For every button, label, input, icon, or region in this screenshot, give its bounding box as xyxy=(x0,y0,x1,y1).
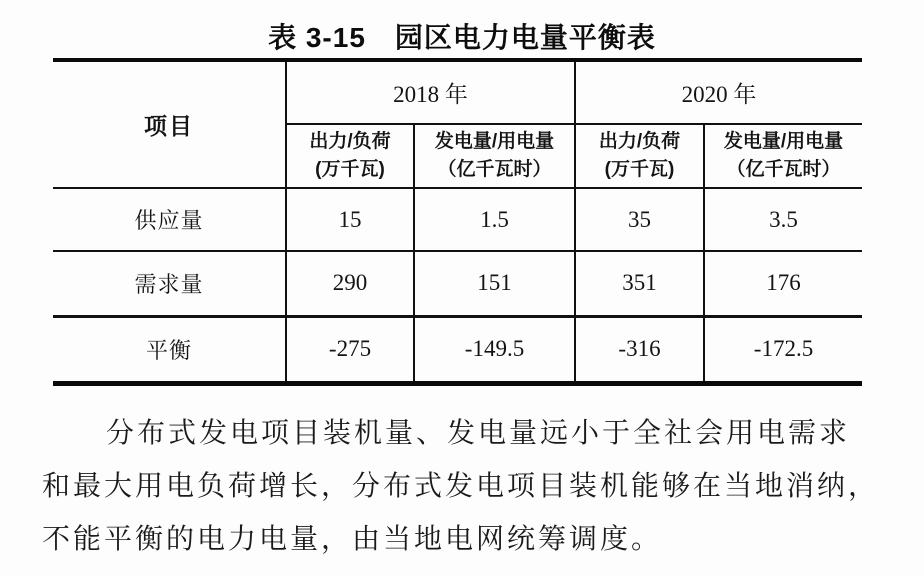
paragraph-line: 不能平衡的电力电量，由当地电网统筹调度。 xyxy=(42,523,663,555)
header-col-title: 发电量/用电量 xyxy=(723,130,844,152)
cell-demand-2020-capacity: 351 xyxy=(575,251,704,316)
cell-supply-2018-energy: 1.5 xyxy=(414,188,575,251)
header-col-title: 出力/负荷 xyxy=(598,130,681,152)
header-col-unit: （亿千瓦时） xyxy=(437,159,552,180)
header-col-title: 出力/负荷 xyxy=(309,130,391,152)
header-col-2018-capacity xyxy=(286,124,414,188)
header-col-unit: (万千瓦) xyxy=(315,159,385,180)
cell-demand-2020-energy: 176 xyxy=(704,251,862,316)
cell-demand-2018-energy: 151 xyxy=(414,251,575,316)
table-row-demand xyxy=(53,251,862,316)
header-item: 项目 xyxy=(53,60,286,188)
cell-balance-2018-capacity: -275 xyxy=(286,316,414,383)
cell-supply-2020-capacity: 35 xyxy=(575,188,704,251)
header-year-2018: 2018 年 xyxy=(286,60,575,124)
header-col-2018-energy xyxy=(414,124,575,188)
analysis-paragraph xyxy=(42,407,908,566)
row-label-balance: 平衡 xyxy=(145,337,192,363)
paragraph-line: 和最大用电负荷增长，分布式发电项目装机能够在当地消纳， xyxy=(42,470,880,502)
header-row-years xyxy=(53,60,862,124)
row-label-demand: 需求量 xyxy=(53,251,286,316)
header-year-2020: 2020 年 xyxy=(575,60,862,124)
paragraph-line: 分布式发电项目装机量、发电量远小于全社会用电需求 xyxy=(106,417,851,449)
cell-supply-2020-energy: 3.5 xyxy=(704,188,862,251)
header-col-unit: (万千瓦) xyxy=(604,159,675,180)
header-col-2020-energy xyxy=(704,124,862,188)
table-row-balance xyxy=(53,316,862,383)
header-col-title: 发电量/用电量 xyxy=(434,130,555,152)
header-col-unit: （亿千瓦时） xyxy=(726,159,841,180)
cell-balance-2020-capacity: -316 xyxy=(575,316,704,383)
row-label-supply: 供应量 xyxy=(53,188,286,251)
cell-supply-2018-capacity: 15 xyxy=(286,188,414,251)
cell-demand-2018-capacity: 290 xyxy=(286,251,414,316)
cell-balance-2020-energy: -172.5 xyxy=(704,316,862,383)
table-row-supply xyxy=(53,188,862,251)
cell-balance-2018-energy: -149.5 xyxy=(414,316,575,383)
table-title: 表 3-15 园区电力电量平衡表 xyxy=(268,22,656,53)
power-balance-table xyxy=(53,58,862,386)
header-col-2020-capacity xyxy=(575,124,704,188)
